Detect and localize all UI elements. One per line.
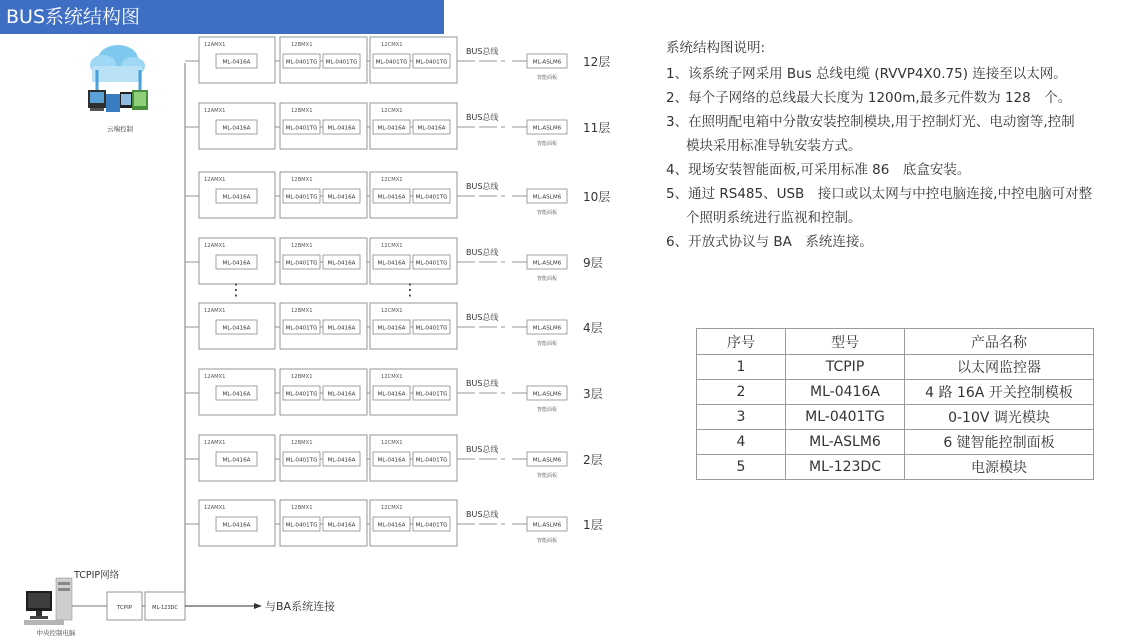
module-chip-label: ML-0401TG bbox=[415, 391, 448, 398]
module-chip-label: ML-0401TG bbox=[415, 325, 448, 332]
module-box-label: 12BMX1 bbox=[291, 308, 313, 314]
floor-label: 2层 bbox=[583, 453, 603, 467]
floor-label: 3层 bbox=[583, 387, 603, 401]
module-box-label: 12CMX1 bbox=[381, 505, 403, 511]
table-cell: 1 bbox=[697, 355, 786, 380]
cloud-caption: 云端控制 bbox=[107, 125, 133, 133]
module-chip-label: ML-0416A bbox=[377, 522, 406, 529]
bus-line-label: BUS总线 bbox=[466, 113, 499, 122]
floor-label: 4层 bbox=[583, 321, 603, 335]
module-chip-label: ML-0416A bbox=[327, 522, 356, 529]
module-chip-label: ML-0416A bbox=[222, 125, 251, 132]
table-cell: ML-123DC bbox=[786, 455, 905, 480]
module-box-label: 12AMX1 bbox=[204, 177, 226, 183]
central-pc-icon bbox=[24, 578, 72, 625]
header-index: 序号 bbox=[697, 329, 786, 355]
bus-line-label: BUS总线 bbox=[466, 379, 499, 388]
module-chip-label: ML-0416A bbox=[377, 194, 406, 201]
module-chip-label: ML-0416A bbox=[377, 260, 406, 267]
ba-arrow-icon bbox=[254, 603, 262, 609]
panel-caption: 智能面板 bbox=[536, 210, 558, 216]
module-box-label: 12AMX1 bbox=[204, 440, 226, 446]
panel-caption: 智能面板 bbox=[536, 75, 558, 81]
module-chip-label: ML-ASLM6 bbox=[532, 457, 562, 464]
module-chip-label: ML-0416A bbox=[327, 391, 356, 398]
system-description bbox=[666, 36, 1128, 254]
description-item-3-cont: 模块采用标准导轨安装方式。 bbox=[686, 138, 862, 154]
module-box-label: 12CMX1 bbox=[381, 177, 403, 183]
description-item-4: 4、现场安装智能面板,可采用标准 86 底盒安装。 bbox=[666, 162, 971, 178]
table-row bbox=[697, 455, 1094, 480]
floor-label: 11层 bbox=[583, 121, 611, 135]
bus-line-label: BUS总线 bbox=[466, 510, 499, 519]
module-box-label: 12AMX1 bbox=[204, 108, 226, 114]
header-model: 型号 bbox=[786, 329, 905, 355]
floor-label: 9层 bbox=[583, 256, 603, 270]
module-chip-label: ML-ASLM6 bbox=[532, 125, 562, 132]
panel-caption: 智能面板 bbox=[536, 473, 558, 479]
module-chip-label: ML-0401TG bbox=[285, 59, 318, 66]
module-box-label: 12CMX1 bbox=[381, 42, 403, 48]
module-box-label: 12BMX1 bbox=[291, 42, 313, 48]
module-box-label: 12BMX1 bbox=[291, 440, 313, 446]
bus-line-label: BUS总线 bbox=[466, 47, 499, 56]
module-box-label: 12BMX1 bbox=[291, 243, 313, 249]
module-chip-label: ML-ASLM6 bbox=[532, 391, 562, 398]
table-cell: ML-ASLM6 bbox=[786, 430, 905, 455]
ba-label: 与BA系统连接 bbox=[265, 600, 336, 613]
module-chip-label: ML-ASLM6 bbox=[532, 260, 562, 267]
module-chip-label: ML-0416A bbox=[327, 457, 356, 464]
bus-line-label: BUS总线 bbox=[466, 248, 499, 257]
module-chip-label: ML-ASLM6 bbox=[532, 59, 562, 66]
module-chip-label: ML-0401TG bbox=[285, 325, 318, 332]
table-cell: TCPIP bbox=[786, 355, 905, 380]
module-chip-label: ML-0401TG bbox=[415, 522, 448, 529]
floor-rows bbox=[185, 37, 610, 546]
table-cell: ML-0401TG bbox=[786, 405, 905, 430]
page-title: BUS系统结构图 bbox=[0, 0, 444, 34]
module-box-label: 12AMX1 bbox=[204, 505, 226, 511]
module-chip-label: ML-0401TG bbox=[285, 391, 318, 398]
table-cell: 以太网监控器 bbox=[905, 355, 1094, 380]
module-chip-label: ML-0401TG bbox=[415, 59, 448, 66]
module-chip-label: ML-0416A bbox=[377, 125, 406, 132]
pc-caption: 中央控制电脑 bbox=[36, 629, 76, 637]
header-product: 产品名称 bbox=[905, 329, 1094, 355]
module-box-label: 12CMX1 bbox=[381, 374, 403, 380]
module-chip-label: ML-0401TG bbox=[325, 59, 358, 66]
module-chip-label: ML-0416A bbox=[377, 457, 406, 464]
module-chip-label: ML-0416A bbox=[222, 457, 251, 464]
module-chip-label: ML-ASLM6 bbox=[532, 522, 562, 529]
panel-caption: 智能面板 bbox=[536, 538, 558, 544]
table-row bbox=[697, 405, 1094, 430]
bus-system-diagram bbox=[0, 34, 660, 641]
module-chip-label: ML-0416A bbox=[327, 260, 356, 267]
module-chip-label: ML-0416A bbox=[327, 125, 356, 132]
bus-line-label: BUS总线 bbox=[466, 313, 499, 322]
module-box-label: 12AMX1 bbox=[204, 308, 226, 314]
module-chip-label: ML-0416A bbox=[222, 325, 251, 332]
module-chip-label: ML-0416A bbox=[222, 391, 251, 398]
module-chip-label: ML-0401TG bbox=[415, 194, 448, 201]
module-chip-label: ML-0401TG bbox=[285, 260, 318, 267]
module-chip-label: ML-0416A bbox=[222, 59, 251, 66]
module-chip-label: ML-0416A bbox=[327, 194, 356, 201]
tcpip-box-label: TCPIP bbox=[116, 605, 133, 611]
module-chip-label: ML-0416A bbox=[327, 325, 356, 332]
power-box-label: ML-123DC bbox=[152, 605, 178, 611]
module-chip-label: ML-0401TG bbox=[285, 125, 318, 132]
description-heading: 系统结构图说明: bbox=[666, 40, 766, 56]
description-item-6: 6、开放式协议与 BA 系统连接。 bbox=[666, 234, 873, 250]
floor-label: 12层 bbox=[583, 55, 611, 69]
module-box-label: 12CMX1 bbox=[381, 108, 403, 114]
bus-line-label: BUS总线 bbox=[466, 445, 499, 454]
module-box-label: 12AMX1 bbox=[204, 243, 226, 249]
module-chip-label: ML-0401TG bbox=[375, 59, 408, 66]
module-chip-label: ML-0401TG bbox=[285, 194, 318, 201]
table-cell: 5 bbox=[697, 455, 786, 480]
table-cell: ML-0416A bbox=[786, 380, 905, 405]
panel-caption: 智能面板 bbox=[536, 141, 558, 147]
module-box-label: 12BMX1 bbox=[291, 108, 313, 114]
cloud-control-icon bbox=[88, 45, 148, 112]
module-box-label: 12CMX1 bbox=[381, 308, 403, 314]
panel-caption: 智能面板 bbox=[536, 341, 558, 347]
module-chip-label: ML-0401TG bbox=[415, 260, 448, 267]
table-row bbox=[697, 355, 1094, 380]
ellipsis-right: ⋮ bbox=[402, 280, 418, 299]
module-chip-label: ML-0416A bbox=[377, 391, 406, 398]
module-chip-label: ML-0416A bbox=[222, 194, 251, 201]
description-item-2: 2、每个子网络的总线最大长度为 1200m,最多元件数为 128 个。 bbox=[666, 90, 1072, 106]
module-box-label: 12CMX1 bbox=[381, 440, 403, 446]
module-box-label: 12AMX1 bbox=[204, 42, 226, 48]
bus-line-label: BUS总线 bbox=[466, 182, 499, 191]
table-cell: 3 bbox=[697, 405, 786, 430]
description-item-5: 5、通过 RS485、USB 接口或以太网与中控电脑连接,中控电脑可对整 bbox=[666, 186, 1093, 202]
tcpip-network-label: TCPIP网络 bbox=[74, 570, 120, 581]
module-box-label: 12AMX1 bbox=[204, 374, 226, 380]
module-chip-label: ML-0401TG bbox=[415, 457, 448, 464]
module-chip-label: ML-0401TG bbox=[285, 457, 318, 464]
module-chip-label: ML-ASLM6 bbox=[532, 194, 562, 201]
panel-caption: 智能面板 bbox=[536, 407, 558, 413]
table-cell: 4 bbox=[697, 430, 786, 455]
table-cell: 4 路 16A 开关控制模板 bbox=[905, 380, 1094, 405]
table-cell: 电源模块 bbox=[905, 455, 1094, 480]
table-row bbox=[697, 430, 1094, 455]
module-chip-label: ML-0416A bbox=[417, 125, 446, 132]
product-table bbox=[696, 328, 1094, 480]
description-item-1: 1、该系统子网采用 Bus 总线电缆 (RVVP4X0.75) 连接至以太网。 bbox=[666, 66, 1067, 82]
table-cell: 0-10V 调光模块 bbox=[905, 405, 1094, 430]
module-chip-label: ML-0401TG bbox=[285, 522, 318, 529]
floor-label: 10层 bbox=[583, 190, 611, 204]
module-box-label: 12CMX1 bbox=[381, 243, 403, 249]
module-chip-label: ML-0416A bbox=[222, 522, 251, 529]
module-box-label: 12BMX1 bbox=[291, 177, 313, 183]
module-chip-label: ML-0416A bbox=[377, 325, 406, 332]
ellipsis-left: ⋮ bbox=[228, 280, 244, 299]
module-box-label: 12BMX1 bbox=[291, 374, 313, 380]
table-cell: 2 bbox=[697, 380, 786, 405]
floor-label: 1层 bbox=[583, 518, 603, 532]
table-header-row bbox=[697, 329, 1094, 355]
table-row bbox=[697, 380, 1094, 405]
module-box-label: 12BMX1 bbox=[291, 505, 313, 511]
module-chip-label: ML-0416A bbox=[222, 260, 251, 267]
table-cell: 6 键智能控制面板 bbox=[905, 430, 1094, 455]
description-item-3: 3、在照明配电箱中分散安装控制模块,用于控制灯光、电动窗等,控制 bbox=[666, 114, 1075, 130]
description-item-5-cont: 个照明系统进行监视和控制。 bbox=[686, 210, 862, 226]
module-chip-label: ML-ASLM6 bbox=[532, 325, 562, 332]
panel-caption: 智能面板 bbox=[536, 276, 558, 282]
